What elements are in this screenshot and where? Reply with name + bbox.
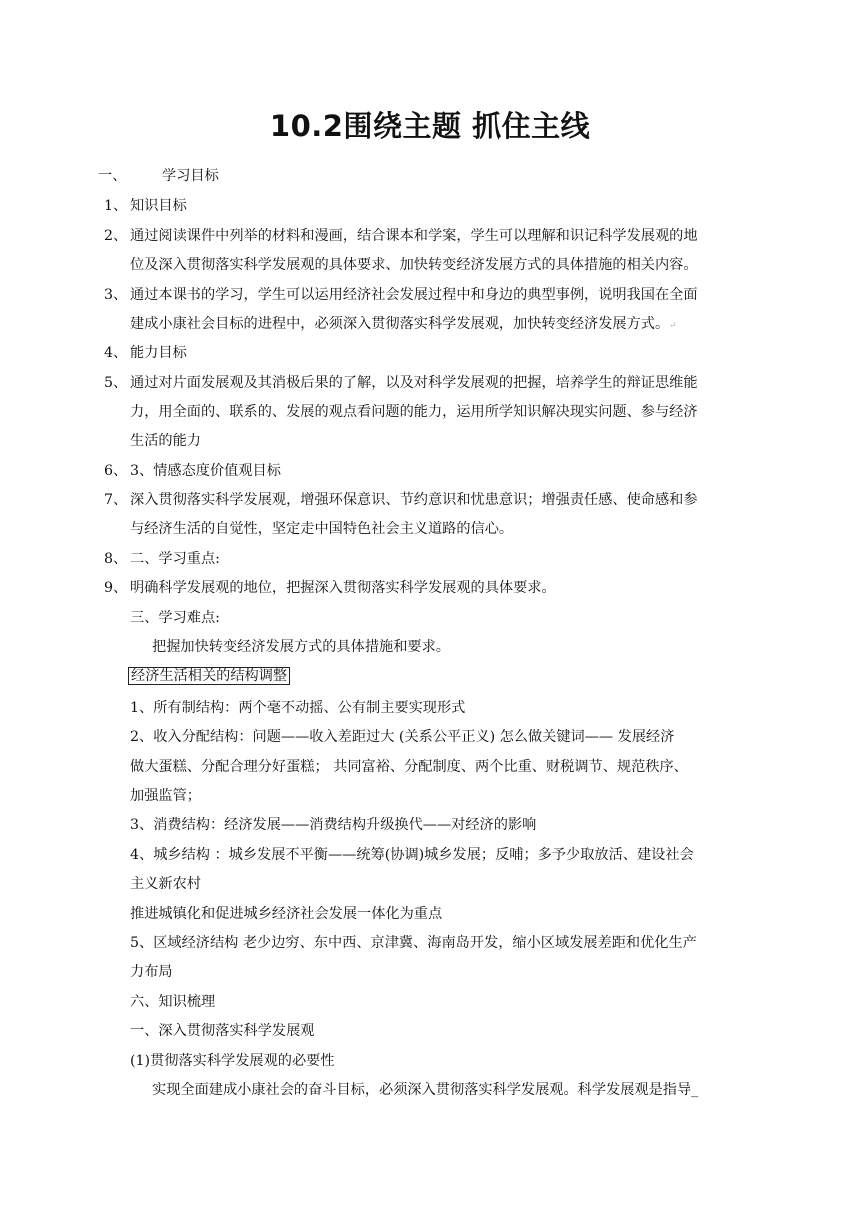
- section-heading: 学习目标: [162, 168, 219, 184]
- difficulty-text: 把握加快转变经济发展方式的具体措施和要求。: [152, 639, 450, 655]
- text-line: 推进城镇化和促进城乡经济社会发展一体化为重点: [130, 906, 443, 922]
- item-text-continuation: 与经济生活的自觉性，坚定走中国特色社会主义道路的信心。: [130, 521, 514, 537]
- item-number: 9、: [104, 580, 128, 596]
- page-title: 10.2围绕主题 抓住主线: [269, 109, 591, 143]
- item-number: 4、: [104, 345, 128, 361]
- text-line: 加强监管；: [130, 788, 201, 804]
- text-line: 5、区域经济结构 老少边穷、东中西、京津冀、海南岛开发，缩小区域发展差距和优化生产: [130, 935, 697, 951]
- item-number: 2、: [104, 228, 128, 244]
- text-line: 3、消费结构：经济发展——消费结构升级换代——对经济的影响: [130, 817, 537, 833]
- item-number: 1、: [104, 198, 128, 214]
- item-number: 6、: [104, 463, 128, 479]
- paragraph-mark-icon: ↵: [669, 321, 677, 331]
- item-text: 二、学习重点:: [130, 551, 220, 567]
- text-line: 2、收入分配结构：问题——收入差距过大 (关系公平正义) 怎么做关键词—— 发展经济: [130, 729, 675, 745]
- text-line: (1)贯彻落实科学发展观的必要性: [130, 1053, 335, 1069]
- item-text: 通过本课书的学习，学生可以运用经济社会发展过程中和身边的典型事例，说明我国在全面: [130, 287, 698, 303]
- item-text-continuation: 位及深入贯彻落实科学发展观的具体要求、加快转变经济发展方式的具体措施的相关内容。: [130, 257, 698, 273]
- item-text: 3、情感态度价值观目标: [130, 463, 281, 479]
- item-text-continuation: 生活的能力: [130, 433, 201, 449]
- boxed-heading: 经济生活相关的结构调整: [128, 666, 290, 686]
- item-text: 能力目标: [130, 345, 187, 361]
- text-line: 力布局: [130, 964, 173, 980]
- text-line: 1、所有制结构：两个毫不动摇、公有制主要实现形式: [130, 700, 466, 716]
- item-text: 明确科学发展观的地位，把握深入贯彻落实科学发展观的具体要求。: [130, 580, 556, 596]
- text-line: 实现全面建成小康社会的奋斗目标，必须深入贯彻落实科学发展观。科学发展观是指导_: [152, 1082, 699, 1098]
- item-text-continuation: 建成小康社会目标的进程中，必须深入贯彻落实科学发展观，加快转变经济发展方式。↵: [130, 316, 677, 332]
- item-number: 7、: [104, 492, 128, 508]
- difficulty-heading: 三、学习难点:: [130, 610, 220, 626]
- text-line: 主义新农村: [130, 876, 201, 892]
- item-number: 3、: [104, 287, 128, 303]
- text-line: 做大蛋糕、分配合理分好蛋糕； 共同富裕、分配制度、两个比重、财税调节、规范秩序、: [130, 759, 688, 775]
- item-text: 知识目标: [130, 198, 187, 214]
- item-number: 8、: [104, 551, 128, 567]
- text-line: 六、知识梳理: [130, 994, 216, 1010]
- item-text: 通过阅读课件中列举的材料和漫画，结合课本和学案，学生可以理解和识记科学发展观的地: [130, 228, 698, 244]
- item-number: 5、: [104, 375, 128, 391]
- item-text: 深入贯彻落实科学发展观，增强环保意识、节约意识和忧患意识；增强责任感、使命感和参: [130, 492, 698, 508]
- item-text: 通过对片面发展观及其消极后果的了解，以及对科学发展观的把握，培养学生的辩证思维能: [130, 375, 698, 391]
- text-line: 4、城乡结构 ：城乡发展不平衡——统筹(协调)城乡发展；反哺；多予少取放活、建设社会: [130, 847, 694, 863]
- section-number: 一、: [98, 168, 127, 184]
- text-line: 一、深入贯彻落实科学发展观: [130, 1023, 315, 1039]
- item-text-continuation: 力，用全面的、联系的、发展的观点看问题的能力，运用所学知识解决现实问题、参与经济: [130, 404, 698, 420]
